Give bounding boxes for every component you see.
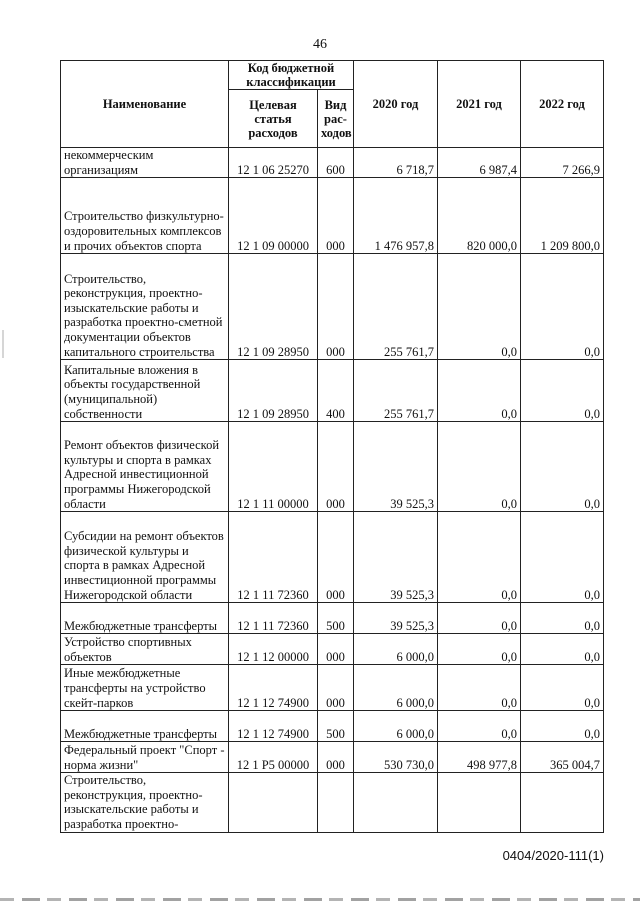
header-target-article: Целевая статья расходов xyxy=(229,90,318,148)
row-2020-cell: 39 525,3 xyxy=(354,512,438,603)
row-2021-cell: 0,0 xyxy=(438,422,521,512)
row-2021-cell: 0,0 xyxy=(438,711,521,742)
table-row xyxy=(61,711,604,742)
row-2022-cell: 7 266,9 xyxy=(521,148,604,178)
header-year-2021: 2021 год xyxy=(438,61,521,148)
row-expense-type-cell: 600 xyxy=(318,148,354,178)
row-2022-cell: 365 004,7 xyxy=(521,742,604,773)
row-2022-cell: 0,0 xyxy=(521,360,604,422)
row-target-code-cell: 12 1 P5 00000 xyxy=(229,742,318,773)
row-expense-type-cell: 000 xyxy=(318,634,354,665)
row-2022-cell: 0,0 xyxy=(521,254,604,360)
row-expense-type-cell: 000 xyxy=(318,742,354,773)
row-name-cell: Строительство, реконструкция, проектно-изыскательские работы и разработка проектно-сметной документации объектов капитального строительства xyxy=(61,254,229,360)
row-target-code-cell: 12 1 11 00000 xyxy=(229,422,318,512)
row-2021-cell: 0,0 xyxy=(438,634,521,665)
row-2020-cell: 1 476 957,8 xyxy=(354,178,438,254)
row-target-code-cell: 12 1 11 72360 xyxy=(229,512,318,603)
row-2021-cell xyxy=(438,773,521,833)
row-target-code-cell xyxy=(229,773,318,833)
row-2020-cell: 530 730,0 xyxy=(354,742,438,773)
header-name: Наименование xyxy=(61,61,229,148)
row-2022-cell xyxy=(521,773,604,833)
row-target-code-cell: 12 1 12 00000 xyxy=(229,634,318,665)
row-expense-type-cell xyxy=(318,773,354,833)
row-2020-cell: 6 000,0 xyxy=(354,711,438,742)
table-row xyxy=(61,178,604,254)
row-target-code-cell: 12 1 09 28950 xyxy=(229,254,318,360)
document-id: 0404/2020-111(1) xyxy=(502,848,604,863)
row-name-cell: Строительство, реконструкция, проектно-изыскательские работы и разработка проектно- xyxy=(61,773,229,833)
table-row xyxy=(61,148,604,178)
row-name-cell: Иные межбюджетные трансферты на устройство скейт-парков xyxy=(61,665,229,711)
row-target-code-cell: 12 1 06 25270 xyxy=(229,148,318,178)
header-year-2022: 2022 год xyxy=(521,61,604,148)
table-row xyxy=(61,254,604,360)
table-row xyxy=(61,665,604,711)
table-row xyxy=(61,634,604,665)
row-2022-cell: 0,0 xyxy=(521,665,604,711)
row-2021-cell: 820 000,0 xyxy=(438,178,521,254)
row-2020-cell: 39 525,3 xyxy=(354,422,438,512)
row-2021-cell: 0,0 xyxy=(438,512,521,603)
page-number: 46 xyxy=(313,37,327,52)
row-expense-type-cell: 500 xyxy=(318,711,354,742)
row-2020-cell: 6 000,0 xyxy=(354,634,438,665)
row-2020-cell: 255 761,7 xyxy=(354,254,438,360)
row-2022-cell: 0,0 xyxy=(521,634,604,665)
row-target-code-cell: 12 1 12 74900 xyxy=(229,711,318,742)
row-2021-cell: 6 987,4 xyxy=(438,148,521,178)
row-expense-type-cell: 000 xyxy=(318,422,354,512)
row-2021-cell: 0,0 xyxy=(438,360,521,422)
row-2022-cell: 1 209 800,0 xyxy=(521,178,604,254)
row-2022-cell: 0,0 xyxy=(521,512,604,603)
row-2021-cell: 498 977,8 xyxy=(438,742,521,773)
row-2020-cell: 6 718,7 xyxy=(354,148,438,178)
row-name-cell: Устройство спортивных объектов xyxy=(61,634,229,665)
row-name-cell: Субсидии на ремонт объектов физической культуры и спорта в рамках Адресной инвестиционной программы Нижегородской области xyxy=(61,512,229,603)
row-expense-type-cell: 000 xyxy=(318,665,354,711)
row-expense-type-cell: 400 xyxy=(318,360,354,422)
table-row xyxy=(61,512,604,603)
row-name-cell: Межбюджетные трансферты xyxy=(61,711,229,742)
header-budget-classification: Код бюджетной классификации xyxy=(229,61,354,90)
row-2021-cell: 0,0 xyxy=(438,603,521,634)
row-target-code-cell: 12 1 11 72360 xyxy=(229,603,318,634)
table-row xyxy=(61,422,604,512)
row-target-code-cell: 12 1 12 74900 xyxy=(229,665,318,711)
row-expense-type-cell: 000 xyxy=(318,178,354,254)
budget-table xyxy=(60,60,604,833)
scan-artifact xyxy=(0,898,640,901)
row-expense-type-cell: 500 xyxy=(318,603,354,634)
row-2020-cell: 255 761,7 xyxy=(354,360,438,422)
row-2021-cell: 0,0 xyxy=(438,254,521,360)
row-name-cell: некоммерческим организациям xyxy=(61,148,229,178)
row-name-cell: Капитальные вложения в объекты государственной (муниципальной) собственности xyxy=(61,360,229,422)
row-expense-type-cell: 000 xyxy=(318,512,354,603)
row-name-cell: Федеральный проект "Спорт - норма жизни" xyxy=(61,742,229,773)
row-name-cell: Строительство физкультурно-оздоровительных комплексов и прочих объектов спорта xyxy=(61,178,229,254)
row-name-cell: Ремонт объектов физической культуры и спорта в рамках Адресной инвестиционной программы Нижегородской области xyxy=(61,422,229,512)
row-name-cell: Межбюджетные трансферты xyxy=(61,603,229,634)
header-expense-type: Вид рас-ходов xyxy=(318,90,354,148)
row-2021-cell: 0,0 xyxy=(438,665,521,711)
header-year-2020: 2020 год xyxy=(354,61,438,148)
row-target-code-cell: 12 1 09 28950 xyxy=(229,360,318,422)
table-row xyxy=(61,603,604,634)
row-2022-cell: 0,0 xyxy=(521,603,604,634)
row-2020-cell xyxy=(354,773,438,833)
table-row xyxy=(61,360,604,422)
row-2022-cell: 0,0 xyxy=(521,711,604,742)
scan-mark xyxy=(2,330,4,358)
row-2020-cell: 39 525,3 xyxy=(354,603,438,634)
row-2022-cell: 0,0 xyxy=(521,422,604,512)
row-2020-cell: 6 000,0 xyxy=(354,665,438,711)
table-row xyxy=(61,742,604,773)
row-target-code-cell: 12 1 09 00000 xyxy=(229,178,318,254)
row-expense-type-cell: 000 xyxy=(318,254,354,360)
table-row xyxy=(61,773,604,833)
